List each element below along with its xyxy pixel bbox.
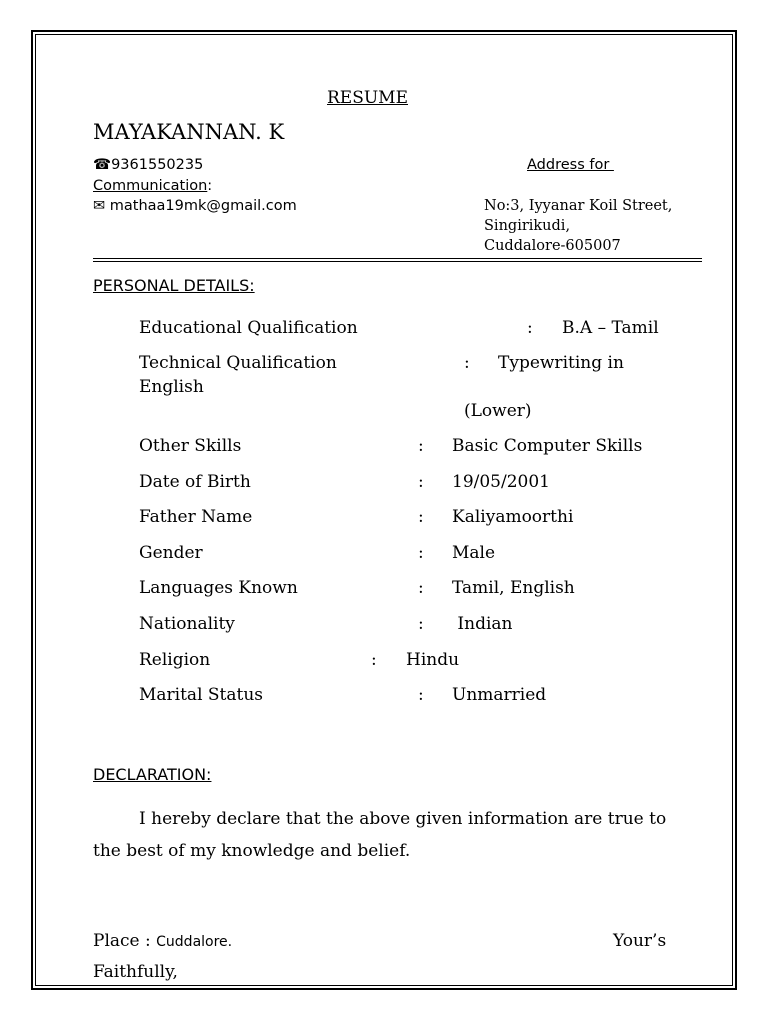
header-divider-double bbox=[93, 261, 702, 262]
row-colon-languages: : bbox=[418, 578, 424, 598]
row-value-technical-cont: (Lower) bbox=[464, 401, 532, 421]
address-line-1: No:3, Iyyanar Koil Street, bbox=[484, 198, 673, 214]
row-label-religion: Religion bbox=[139, 650, 211, 670]
row-colon-skills: : bbox=[418, 436, 424, 456]
personal-details-heading: PERSONAL DETAILS: bbox=[93, 276, 255, 295]
resume-title: RESUME bbox=[327, 88, 408, 108]
row-label-technical-cont: English bbox=[139, 377, 204, 397]
declaration-line-2: the best of my knowledge and belief. bbox=[93, 841, 411, 861]
row-value-religion: Hindu bbox=[406, 650, 460, 670]
row-value-nationality: Indian bbox=[452, 614, 513, 634]
row-label-nationality: Nationality bbox=[139, 614, 235, 634]
place-line bbox=[93, 931, 232, 951]
row-colon-religion: : bbox=[371, 650, 377, 670]
row-label-education: Educational Qualification bbox=[139, 318, 358, 338]
faithfully-text: Faithfully, bbox=[93, 962, 178, 982]
row-value-languages: Tamil, English bbox=[452, 578, 575, 598]
row-colon-gender: : bbox=[418, 543, 424, 563]
row-value-marital: Unmarried bbox=[452, 685, 547, 705]
candidate-name: MAYAKANNAN. K bbox=[93, 120, 285, 144]
row-value-education: B.A – Tamil bbox=[562, 318, 659, 338]
header-divider bbox=[93, 258, 702, 259]
row-value-dob: 19/05/2001 bbox=[452, 472, 550, 492]
declaration-line-1: I hereby declare that the above given information are true to bbox=[139, 809, 667, 829]
row-colon-technical: : bbox=[464, 353, 470, 373]
row-value-gender: Male bbox=[452, 543, 496, 563]
row-value-technical: Typewriting in bbox=[498, 353, 624, 373]
row-label-languages: Languages Known bbox=[139, 578, 298, 598]
address-label: Address for bbox=[527, 157, 614, 173]
communication-label: Communication: bbox=[93, 178, 213, 194]
phone-number: 9361550235 bbox=[111, 157, 204, 173]
row-value-skills: Basic Computer Skills bbox=[452, 436, 643, 456]
row-label-marital: Marital Status bbox=[139, 685, 264, 705]
row-label-dob: Date of Birth bbox=[139, 472, 251, 492]
yours-text: Your’s bbox=[613, 931, 667, 951]
email-line bbox=[93, 198, 297, 214]
row-label-father: Father Name bbox=[139, 507, 253, 527]
row-colon-dob: : bbox=[418, 472, 424, 492]
place-label: Place : bbox=[93, 931, 157, 951]
row-colon-education: : bbox=[527, 318, 533, 338]
row-colon-marital: : bbox=[418, 685, 424, 705]
row-label-skills: Other Skills bbox=[139, 436, 242, 456]
address-line-2: Singirikudi, bbox=[484, 218, 571, 234]
row-value-father: Kaliyamoorthi bbox=[452, 507, 574, 527]
row-colon-nationality: : bbox=[418, 614, 424, 634]
place-value: Cuddalore. bbox=[156, 934, 233, 950]
row-label-technical: Technical Qualification bbox=[139, 353, 337, 373]
envelope-icon: ✉ bbox=[93, 198, 106, 214]
phone-line bbox=[93, 157, 203, 173]
declaration-heading: DECLARATION: bbox=[93, 765, 212, 784]
phone-icon: ☎ bbox=[93, 157, 112, 173]
email-address: mathaa19mk@gmail.com bbox=[109, 198, 297, 214]
row-label-gender: Gender bbox=[139, 543, 203, 563]
address-line-3: Cuddalore-605007 bbox=[484, 238, 621, 254]
row-colon-father: : bbox=[418, 507, 424, 527]
